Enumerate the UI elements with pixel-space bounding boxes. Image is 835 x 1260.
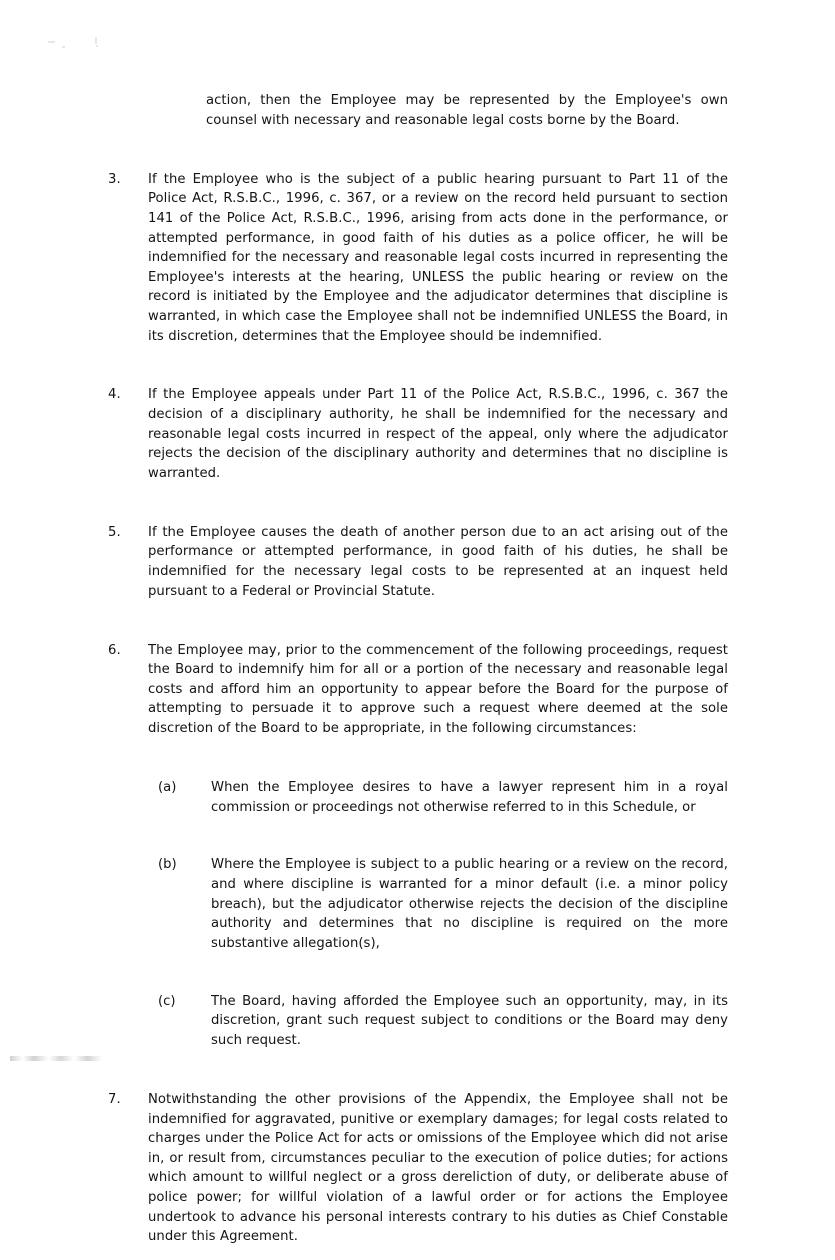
clause-4-number: 4. (108, 387, 121, 403)
subitem-c (0, 992, 835, 1051)
subitem-a-label: (a) (158, 779, 177, 795)
intro-paragraph: action, then the Employee may be represented by the Employee's own counsel with necessary and reasonable legal costs borne by the Board. (206, 93, 728, 128)
clause-6-text: The Employee may, prior to the commencement of the following proceedings, request the Board to indemnify him for all or a portion of the necessary and reasonable legal costs and afford him an opportunity to appear before the Board for the purpose of attempting to persuade it to approve such a request where deemed at the sole discretion of the Board to be appropriate, in the following circumstances: (148, 642, 728, 736)
clause-4 (0, 385, 835, 483)
clause-3 (0, 170, 835, 346)
clause-3-text: If the Employee who is the subject of a public hearing pursuant to Part 11 of the Police Act, R.S.B.C., 1996, c. 367, or a review on the record held pursuant to section 141 of the Police Act, R.S.B.C., 1996, arising from acts done in the performance, or attempted performance, in good faith of his duties as a police officer, he will be indemnified for the necessary and reasonable legal costs incurred in representing the Employee's interests at the hearing, UNLESS the public hearing or review on the record is initiated by the Employee and the adjudicator determines that discipline is warranted, in which case the Employee shall not be indemnified UNLESS the Board, in its discretion, determines that the Employee should be indemnified. (148, 171, 728, 344)
clause-4-text: If the Employee appeals under Part 11 of the Police Act, R.S.B.C., 1996, c. 367 the decision of a disciplinary authority, he shall be indemnified for the necessary and reasonable legal costs incurred in respect of the appeal, only where the adjudicator rejects the decision of the disciplinary authority and determines that no discipline is warranted. (148, 387, 728, 481)
subitem-b (0, 855, 835, 953)
clause-5-text: If the Employee causes the death of another person due to an act arising out of the performance or attempted performance, in good faith of his duties, he shall be indemnified for the necessary legal costs to be represented at an inquest held pursuant to a Federal or Provincial Statute. (148, 524, 728, 599)
subitem-c-label: (c) (158, 993, 176, 1009)
clause-6-number: 6. (108, 642, 121, 658)
subitem-c-text: The Board, having afforded the Employee such an opportunity, may, in its discretion, grant such request subject to conditions or the Board may deny such request. (211, 993, 728, 1048)
clause-5 (0, 523, 835, 601)
clause-6 (0, 641, 835, 739)
subitem-b-label: (b) (158, 857, 177, 873)
clause-7 (0, 1090, 835, 1247)
clause-7-text: Notwithstanding the other provisions of the Appendix, the Employee shall not be indemnified for aggravated, punitive or exemplary damages; for legal costs related to charges under the Police Act for acts or omissions of the Employee which did not arise in, or result from, circumstances peculiar to the execution of police duties; for actions which amount to willful neglect or a gross dereliction of duty, or deliberate abuse of police power; for willful violation of a lawful order or for actions the Employee undertook to advance his personal interests contrary to his duties as Chief Constable under this Agreement. (148, 1091, 728, 1245)
clause-7-number: 7. (108, 1091, 121, 1107)
clause-3-number: 3. (108, 171, 121, 187)
clause-5-number: 5. (108, 524, 121, 540)
subitem-a (0, 778, 835, 817)
subitem-a-text: When the Employee desires to have a lawyer represent him in a royal commission or proceedings not otherwise referred to in this Schedule, or (211, 779, 728, 815)
subitem-b-text: Where the Employee is subject to a public hearing or a review on the record, and where discipline is warranted for a minor default (i.e. a minor policy breach), but the adjudicator otherwise rejects the decision of the discipline authority and determines that no discipline is required on the more substantive allegation(s), (211, 857, 728, 951)
